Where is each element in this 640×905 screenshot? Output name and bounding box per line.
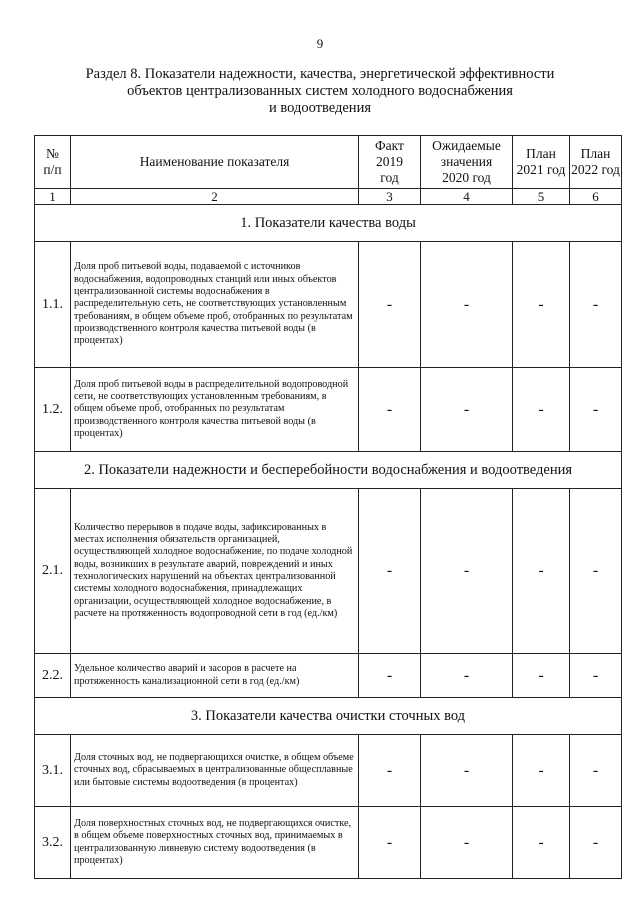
indicator-name: Доля проб питьевой воды в распределительной водопроводной сети, не соответствующих установленным требованиям, в общем объеме проб, отобранных по результатам производственного контроля качества питьевой воды (в процентах) — [71, 368, 359, 452]
value-plan-2022: - — [570, 735, 622, 807]
section-row — [35, 452, 622, 489]
table-row — [35, 368, 622, 452]
table-row — [35, 735, 622, 807]
section-row — [35, 205, 622, 242]
value-plan-2022: - — [570, 654, 622, 698]
row-number: 2.2. — [35, 654, 71, 698]
heading-line: и водоотведения — [269, 100, 371, 116]
indicator-name: Доля сточных вод, не подвергающихся очистке, в общем объеме сточных вод, сбрасываемых в централизованные общесплавные или бытовые системы водоотведения (в процентах) — [71, 735, 359, 807]
header-fact: Факт 2019 год — [359, 136, 421, 189]
column-index: 2 — [71, 189, 359, 205]
indicator-name: Доля проб питьевой воды, подаваемой с источников водоснабжения, водопроводных станций или иных объектов централизованной системы водоснабжения в распределительную сеть, не соответствующих установленным требованиям, в общем объеме проб, отобранных по результатам производственного контроля качества питьевой воды (в процентах) — [71, 242, 359, 368]
indicators-table — [34, 135, 622, 879]
table-row — [35, 654, 622, 698]
value-expected-2020: - — [421, 242, 513, 368]
indicator-name: Количество перерывов в подаче воды, зафиксированных в местах исполнения обязательств организацией, осуществляющей холодное водоснабжение, по подаче холодной воды, возникших в результате аварий, повреждений и иных технологических нарушений на объектах централизованной системы холодного водоснабжения, принадлежащих организации, осуществляющей холодное водоснабжение, в расчете на протяженность водопроводной сети в год (ед./км) — [71, 489, 359, 654]
section-title: 3. Показатели качества очистки сточных вод — [35, 698, 622, 735]
page-number: 9 — [316, 36, 324, 51]
value-plan-2021: - — [513, 489, 570, 654]
column-index-row — [35, 189, 622, 205]
value-plan-2021: - — [513, 735, 570, 807]
table-row — [35, 807, 622, 879]
indicator-name: Доля поверхностных сточных вод, не подвергающихся очистке, в общем объеме поверхностных сточных вод, принимаемых в централизованную ливневую систему водоотведения (в процентах) — [71, 807, 359, 879]
row-number: 1.2. — [35, 368, 71, 452]
column-index: 3 — [359, 189, 421, 205]
column-index: 4 — [421, 189, 513, 205]
value-expected-2020: - — [421, 368, 513, 452]
header-expected: Ожидаемые значения 2020 год — [421, 136, 513, 189]
value-fact-2019: - — [359, 654, 421, 698]
value-fact-2019: - — [359, 489, 421, 654]
value-expected-2020: - — [421, 735, 513, 807]
value-fact-2019: - — [359, 807, 421, 879]
value-fact-2019: - — [359, 735, 421, 807]
indicator-name: Удельное количество аварий и засоров в расчете на протяженность канализационной сети в год (ед./км) — [71, 654, 359, 698]
value-plan-2021: - — [513, 368, 570, 452]
value-plan-2021: - — [513, 807, 570, 879]
section-title: 1. Показатели качества воды — [35, 205, 622, 242]
value-plan-2022: - — [570, 489, 622, 654]
heading-line: Раздел 8. Показатели надежности, качества, энергетической эффективности — [85, 66, 555, 82]
section-title: 2. Показатели надежности и бесперебойности водоснабжения и водоотведения — [35, 452, 622, 489]
header-plan-2021: План 2021 год — [513, 136, 570, 189]
value-plan-2022: - — [570, 807, 622, 879]
header-name: Наименование показателя — [71, 136, 359, 189]
table-row — [35, 242, 622, 368]
row-number: 3.1. — [35, 735, 71, 807]
section-row — [35, 698, 622, 735]
value-expected-2020: - — [421, 654, 513, 698]
row-number: 1.1. — [35, 242, 71, 368]
row-number: 2.1. — [35, 489, 71, 654]
row-number: 3.2. — [35, 807, 71, 879]
column-index: 6 — [570, 189, 622, 205]
column-index: 5 — [513, 189, 570, 205]
value-plan-2021: - — [513, 654, 570, 698]
table-row — [35, 489, 622, 654]
value-fact-2019: - — [359, 368, 421, 452]
value-fact-2019: - — [359, 242, 421, 368]
column-index: 1 — [35, 189, 71, 205]
header-plan-2022: План 2022 год — [570, 136, 622, 189]
table-header-row — [35, 136, 622, 189]
value-expected-2020: - — [421, 807, 513, 879]
section-heading — [30, 66, 610, 117]
heading-line: объектов централизованных систем холодного водоснабжения — [127, 83, 513, 99]
value-plan-2022: - — [570, 242, 622, 368]
value-expected-2020: - — [421, 489, 513, 654]
value-plan-2021: - — [513, 242, 570, 368]
header-num: № п/п — [35, 136, 71, 189]
value-plan-2022: - — [570, 368, 622, 452]
